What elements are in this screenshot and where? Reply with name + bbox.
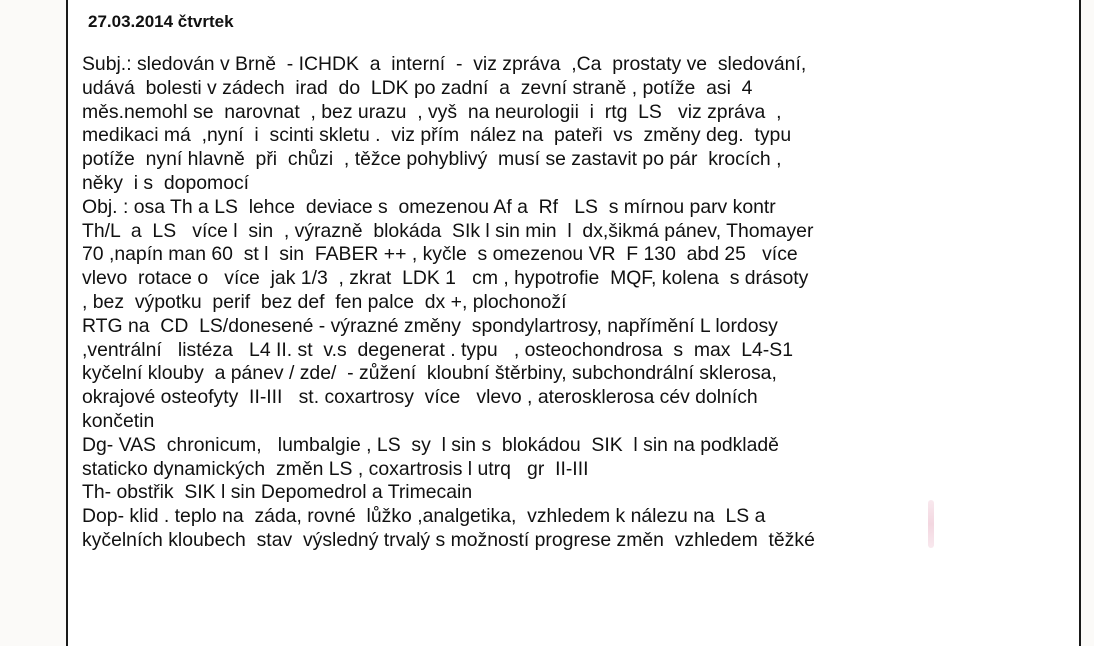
text-line: Th- obstřik SIK l sin Depomedrol a Trimecain [82, 481, 473, 504]
text-line: udává bolesti v zádech irad do LDK po zadní a zevní straně , potíže asi 4 [82, 76, 753, 99]
text-line: Th/L a LS více l sin , výrazně blokáda SIk l sin min l dx,šikmá pánev, Thomayer [82, 219, 814, 242]
text-line: , bez výpotku perif bez def fen palce dx +, plochonoží [82, 290, 567, 313]
text-line: vlevo rotace o více jak 1/3 , zkrat LDK 1 cm , hypotrofie MQF, kolena s drásoty [82, 267, 809, 290]
ink-stain [928, 500, 934, 548]
text-line: Dg- VAS chronicum, lumbalgie , LS sy l sin s blokádou SIK l sin na podkladě [82, 433, 779, 456]
text-line: něky i s dopomocí [82, 171, 250, 194]
text-line: potíže nyní hlavně při chůzi , těžce pohyblivý musí se zastavit po pár krocích , [82, 148, 782, 171]
text-line: ,ventrální listéza L4 II. st v.s degenerat . typu , osteochondrosa s max L4-S1 [82, 338, 793, 361]
text-line: měs.nemohl se narovnat , bez urazu , vyš na neurologii i rtg LS viz zpráva , [82, 100, 782, 123]
text-line: Obj. : osa Th a LS lehce deviace s omezenou Af a Rf LS s mírnou parv kontr [82, 195, 776, 218]
text-line: staticko dynamických změn LS , coxartrosis l utrq gr II-III [82, 457, 589, 480]
text-line: RTG na CD LS/donesené - výrazné změny spondylartrosy, napřímění L lordosy [82, 314, 778, 337]
text-line: kyčelních kloubech stav výsledný trvalý s možností progrese změn vzhledem těžké [82, 528, 815, 551]
text-line: Subj.: sledován v Brně - ICHDK a interní - viz zpráva ,Ca prostaty ve sledování, [82, 53, 807, 75]
text-line: okrajové osteofyty II-III st. coxartrosy více vlevo , aterosklerosa cév dolních [82, 386, 758, 409]
medical-record-text [82, 53, 815, 553]
text-line: Dop- klid . teplo na záda, rovné lůžko ,analgetika, vzhledem k nálezu na LS a [82, 505, 766, 528]
record-date: 27.03.2014 čtvrtek [88, 12, 234, 31]
text-line: 70 ,napín man 60 st l sin FABER ++ , kyčle s omezenou VR F 130 abd 25 více [82, 243, 798, 266]
text-line: končetin [82, 409, 155, 432]
text-line: medikaci má ,nyní i scinti skletu . viz přím nález na pateři vs změny deg. typu [82, 124, 792, 147]
text-line: kyčelní klouby a pánev / zde/ - zůžení kloubní štěrbiny, subchondrální sklerosa, [82, 362, 777, 385]
